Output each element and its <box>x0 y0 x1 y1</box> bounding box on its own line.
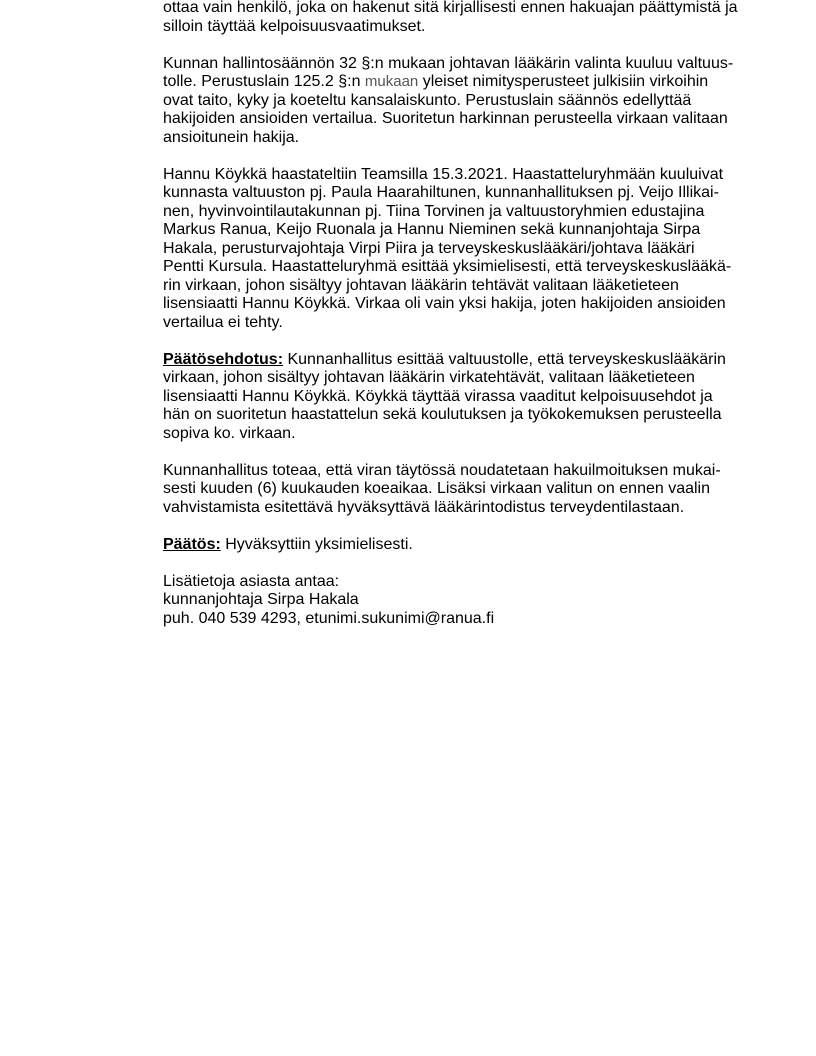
decision-label: Päätös: <box>163 535 221 553</box>
text-line: rin virkaan, johon sisältyy johtavan lääkärin tehtävät valitaan lääketieteen <box>163 276 679 294</box>
text-line: kunnasta valtuuston pj. Paula Haarahiltunen, kunnanhallituksen pj. Veijo Illikai- <box>163 184 719 201</box>
text-line: lisensiaatti Hannu Köykkä. Virkaa oli vain yksi hakija, joten hakijoiden ansioiden <box>163 295 726 312</box>
text-line: lisensiaatti Hannu Köykkä. Köykkä täyttää virassa vaaditut kelpoisuusehdot ja <box>163 387 713 405</box>
text-line: ovat taito, kyky ja koeteltu kansalaiskunto. Perustuslain säännös edellyttää <box>163 91 692 109</box>
contact-paragraph <box>163 573 738 629</box>
text-line: nen, hyvinvointilautakunnan pj. Tiina Torvinen ja valtuustoryhmien edustajina <box>163 202 705 220</box>
decision-proposal-paragraph <box>163 351 738 444</box>
text-line: Pentti Kursula. Haastatteluryhmä esittää yksimielisesti, että terveyskeskuslääkä- <box>163 258 732 275</box>
text-line <box>163 536 738 555</box>
legal-basis-paragraph <box>163 55 738 148</box>
interview-paragraph <box>163 166 738 333</box>
text-segment: tolle. Perustuslain 125.2 §:n <box>163 73 365 90</box>
text-segment: Hyväksyttiin yksimielisesti. <box>220 535 413 553</box>
text-line <box>163 351 738 370</box>
proposal-label: Päätösehdotus: <box>163 350 284 368</box>
text-line: ottaa vain henkilö, joka on hakenut sitä kirjallisesti ennen hakuajan päättymistä ja <box>163 0 738 16</box>
text-line: Kunnanhallitus toteaa, että viran täytössä noudatetaan hakuilmoituksen mukai- <box>163 461 721 479</box>
text-line: hän on suoritetun haastattelun sekä koulutuksen ja työkokemuksen perusteella <box>163 406 722 423</box>
text-segment: mukaan <box>364 73 419 90</box>
text-line: sesti kuuden (6) kuukauden koeaikaa. Lisäksi virkaan valitun on ennen vaalin <box>163 480 711 497</box>
text-line: virkaan, johon sisältyy johtavan lääkärin virkatehtävät, valitaan lääketieteen <box>163 369 695 386</box>
text-segment: Kunnanhallitus esittää valtuustolle, että terveyskeskuslääkärin <box>283 350 726 368</box>
text-line: Lisätietoja asiasta antaa: <box>163 572 340 590</box>
text-line: Hannu Köykkä haastateltiin Teamsilla 15.3.2021. Haastatteluryhmään kuuluivat <box>163 165 724 183</box>
text-line: sopiva ko. virkaan. <box>163 424 296 442</box>
text-line: Markus Ranua, Keijo Ruonala ja Hannu Nieminen sekä kunnanjohtaja Sirpa <box>163 221 701 238</box>
text-line: Hakala, perusturvajohtaja Virpi Piira ja terveyskeskuslääkäri/johtava lääkäri <box>163 239 695 257</box>
text-segment: yleiset nimitysperusteet julkisiin virkoihin <box>418 73 709 90</box>
text-line: kunnanjohtaja Sirpa Hakala <box>163 591 359 608</box>
text-line: ansioitunein hakija. <box>163 128 300 146</box>
decision-paragraph <box>163 536 738 555</box>
document-body <box>163 0 738 628</box>
intro-paragraph <box>163 0 738 36</box>
text-line: silloin täyttää kelpoisuusvaatimukset. <box>163 17 426 35</box>
trial-period-paragraph <box>163 462 738 518</box>
text-line: hakijoiden ansioiden vertailua. Suoritetun harkinnan perusteella virkaan valitaan <box>163 110 728 127</box>
contact-details: puh. 040 539 4293, etunimi.sukunimi@ranua.fi <box>163 609 495 627</box>
text-line <box>163 73 738 92</box>
text-line: Kunnan hallintosäännön 32 §:n mukaan johtavan lääkärin valinta kuuluu valtuus- <box>163 54 734 72</box>
text-line: vertailua ei tehty. <box>163 313 283 331</box>
text-line: vahvistamista esitettävä hyväksyttävä lääkärintodistus terveydentilastaan. <box>163 498 685 516</box>
